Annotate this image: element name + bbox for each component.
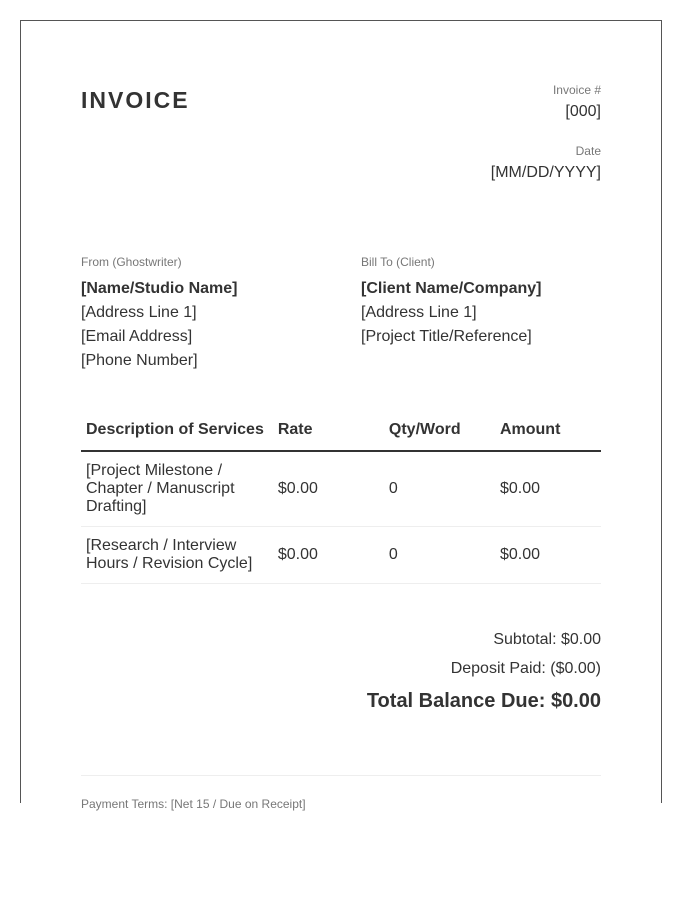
invoice-date-value: [MM/DD/YYYY] bbox=[490, 164, 601, 181]
subtotal: Subtotal: $0.00 bbox=[493, 631, 601, 648]
row-amount: $0.00 bbox=[495, 527, 601, 584]
table-row bbox=[81, 527, 601, 584]
bill-to-name: [Client Name/Company] bbox=[361, 280, 542, 297]
row-qty: 0 bbox=[384, 527, 495, 584]
invoice-sheet bbox=[20, 20, 662, 811]
totals-block bbox=[367, 625, 601, 713]
invoice-title: INVOICE bbox=[81, 87, 190, 113]
from-phone: [Phone Number] bbox=[81, 352, 198, 369]
invoice-number-value: [000] bbox=[565, 103, 601, 120]
row-rate: $0.00 bbox=[273, 451, 384, 527]
row-description: [Project Milestone / Chapter / Manuscript Drafting] bbox=[81, 451, 273, 527]
bill-to-label: Bill To (Client) bbox=[361, 255, 435, 269]
from-label: From (Ghostwriter) bbox=[81, 255, 182, 269]
table-header-row bbox=[81, 413, 601, 451]
invoice-date-block bbox=[491, 144, 601, 182]
row-qty: 0 bbox=[384, 451, 495, 527]
from-name: [Name/Studio Name] bbox=[81, 280, 238, 297]
row-amount: $0.00 bbox=[495, 451, 601, 527]
header-qty: Qty/Word bbox=[384, 413, 495, 451]
total-balance-due: Total Balance Due: $0.00 bbox=[366, 690, 601, 712]
header-rate: Rate bbox=[273, 413, 384, 451]
payment-terms: Payment Terms: [Net 15 / Due on Receipt] bbox=[81, 797, 306, 811]
header-description: Description of Services bbox=[81, 413, 273, 451]
invoice-date-label: Date bbox=[575, 144, 601, 158]
from-address: [Address Line 1] bbox=[81, 304, 197, 321]
table-row bbox=[81, 451, 601, 527]
deposit-paid: Deposit Paid: ($0.00) bbox=[450, 660, 601, 677]
header-amount: Amount bbox=[495, 413, 601, 451]
from-email: [Email Address] bbox=[81, 328, 193, 345]
bill-to-block bbox=[361, 255, 611, 349]
footer-divider bbox=[81, 775, 601, 776]
row-rate: $0.00 bbox=[273, 527, 384, 584]
from-block bbox=[81, 255, 331, 373]
bill-to-project: [Project Title/Reference] bbox=[361, 328, 532, 345]
services-table bbox=[81, 413, 601, 584]
invoice-number-block bbox=[553, 83, 601, 121]
invoice-number-label: Invoice # bbox=[552, 83, 601, 97]
row-description: [Research / Interview Hours / Revision Cycle] bbox=[81, 527, 273, 584]
bill-to-address: [Address Line 1] bbox=[361, 304, 477, 321]
